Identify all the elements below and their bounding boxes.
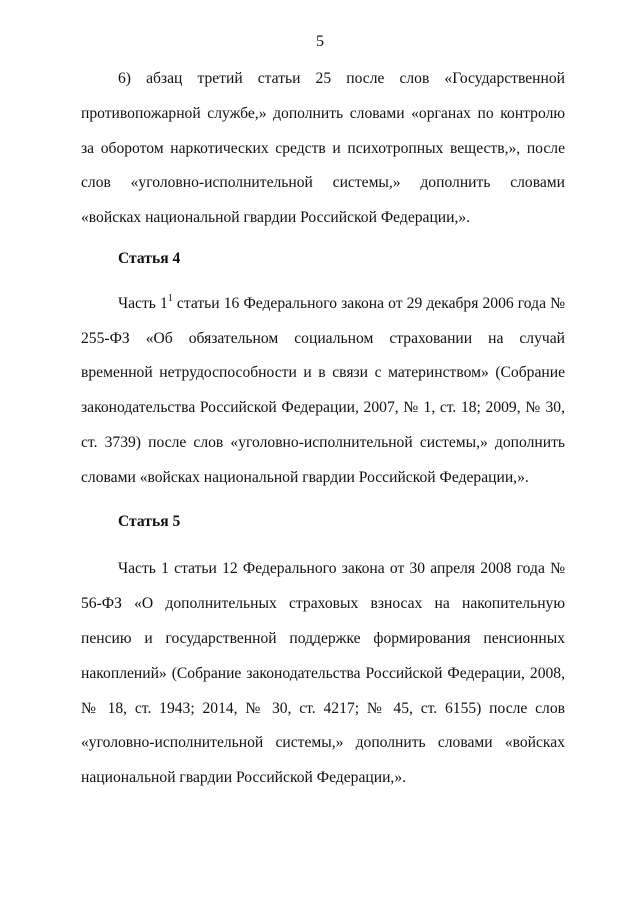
document-body [81, 62, 565, 796]
article-4-part-superscript: 1 [167, 292, 173, 304]
article-4-heading: Статья 4 [118, 249, 181, 267]
article-4-text: статьи 16 Федерального закона от 29 декабря 2006 года № 255-ФЗ «Об обязательном социальном страховании на случай временной нетрудоспособности и в связи с материнством» (Собрание законодательства Российской Федерации, 2007, № 1, ст. 18; 2009, № 30, ст. 3739) после слов «уголовно-исполнительной системы,» дополнить словами «войсках национальной гвардии Российской Федерации,». [81, 294, 565, 486]
article-5-paragraph: Часть 1 статьи 12 Федерального закона от 30 апреля 2008 года № 56-ФЗ «О дополнительных страховых взносах на накопительную пенсию и государственной поддержке формирования пенсионных накоплений» (Собрание законодательства Российской Федерации, 2008, № 18, ст. 1943; 2014, № 30, ст. 4217; № 45, ст. 6155) после слов «уголовно-исполнительной системы,» дополнить словами «войсках национальной гвардии Российской Федерации,». [81, 560, 565, 787]
article-4-paragraph [81, 287, 565, 496]
article-5-heading: Статья 5 [118, 512, 181, 530]
item-6-paragraph: 6) абзац третий статьи 25 после слов «Государственной противопожарной службе,» дополнить словами «органах по контролю за оборотом наркотических средств и психотропных веществ,», после слов «уголовно-исполнительной системы,» дополнить словами «войсках национальной гвардии Российской Федерации,». [81, 70, 565, 227]
article-4-part-prefix: Часть 1 [118, 294, 168, 312]
page-number: 5 [316, 33, 324, 50]
